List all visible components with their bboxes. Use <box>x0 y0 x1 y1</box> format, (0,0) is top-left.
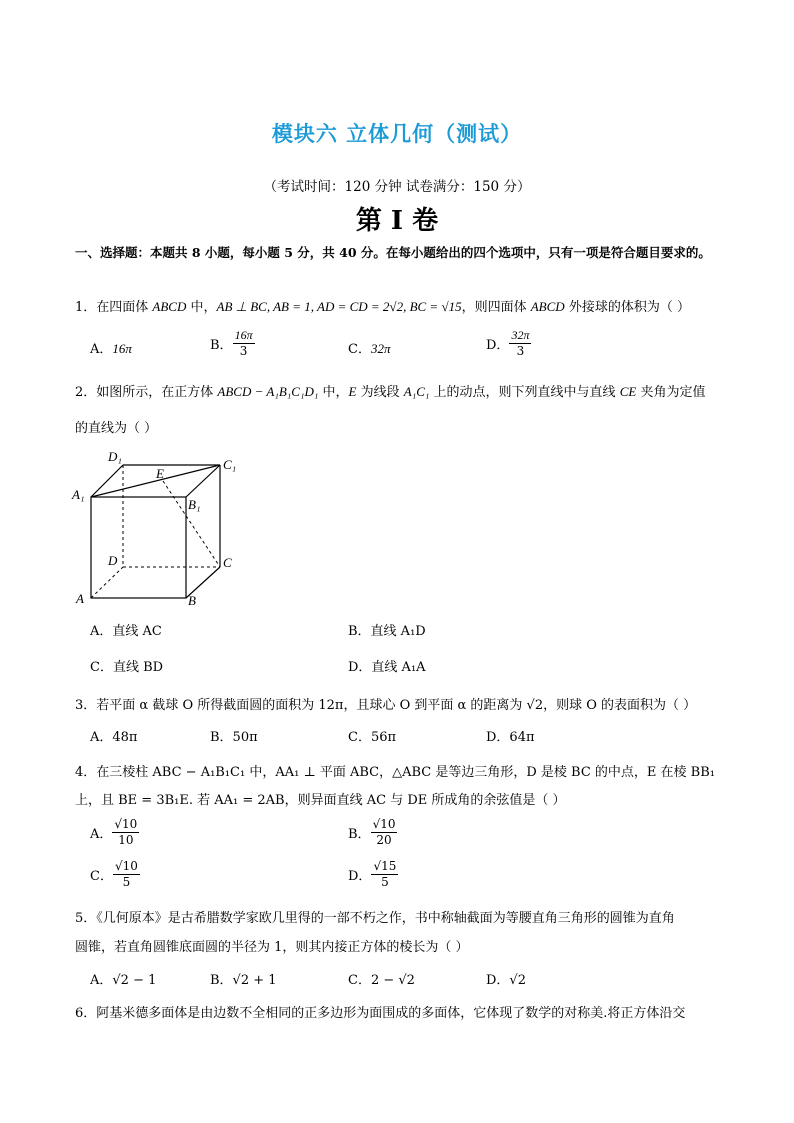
question-3-stem: 3．若平面 α 截球 O 所得截面圆的面积为 12π，且球心 O 到平面 α 的距离为 √2，则球 O 的表面积为（ ） <box>75 698 697 713</box>
question-5-option-d[interactable]: D．√2 <box>486 973 526 988</box>
question-1-condition: AB ⊥ BC, AB = 1, AD = CD = 2√2, BC = √15 <box>216 299 462 314</box>
question-4-stem-line2: 上，且 BE = 3B₁E. 若 AA₁ = 2AB，则异面直线 AC 与 DE 所成角的余弦值是（ ） <box>75 793 566 808</box>
question-2-option-c[interactable]: C．直线 BD <box>90 660 164 675</box>
question-5-stem-line2: 圆锥，若直角圆锥底面圆的半径为 1，则其内接正方体的棱长为（ ） <box>75 940 469 955</box>
question-2-option-b[interactable]: B．直线 A₁D <box>348 624 426 639</box>
exam-info: （考试时间：120 分钟 试卷满分：150 分） <box>263 179 531 195</box>
question-3-option-b[interactable]: B．50π <box>210 730 258 745</box>
question-2-option-a[interactable]: A．直线 AC <box>90 624 162 639</box>
label-D1: D₁ <box>108 449 122 464</box>
label-A: A <box>76 591 84 606</box>
question-3-option-d[interactable]: D．64π <box>486 730 535 745</box>
cube-figure <box>70 445 245 610</box>
question-3-option-c[interactable]: C．56π <box>348 730 397 745</box>
volume-heading: 第 I 卷 <box>355 206 439 236</box>
question-4-option-a[interactable]: A． $\frac{√10}{10}$ <box>90 817 138 847</box>
section-instructions: 一、选择题：本题共 8 小题，每小题 5 分，共 40 分。在每小题给出的四个选项中，只有一项是符合题目要求的。 <box>75 245 711 260</box>
question-4-stem-line1: 4．在三棱柱 ABC − A₁B₁C₁ 中，AA₁ ⊥ 平面 ABC，△ABC 是等边三角形，D 是棱 BC 的中点，E 在棱 BB₁ <box>75 765 715 780</box>
label-C1: C₁ <box>223 457 237 472</box>
question-1-option-c[interactable]: C．32π <box>348 341 391 357</box>
question-1-option-b[interactable]: B． $\frac{16\pi}{3}$ <box>210 328 253 358</box>
question-5-option-a[interactable]: A．√2 − 1 <box>90 973 157 988</box>
question-3-option-a[interactable]: A．48π <box>90 730 138 745</box>
question-4-option-d[interactable]: D． $\frac{√15}{5}$ <box>348 859 397 889</box>
label-D: D <box>108 553 118 568</box>
page-title: 模块六 立体几何（测试） <box>271 122 523 146</box>
question-5-option-b[interactable]: B．√2 + 1 <box>210 973 277 988</box>
question-1-option-a[interactable]: A．16π <box>90 341 132 357</box>
cube-front-face <box>91 497 186 598</box>
question-4-option-b[interactable]: B． $\frac{√10}{20}$ <box>348 817 396 847</box>
question-6-stem-line1: 6．阿基米德多面体是由边数不全相同的正多边形为面围成的多面体，它体现了数学的对称美.将正方体沿交 <box>75 1006 686 1021</box>
question-2-stem-line2: 的直线为（ ） <box>75 421 158 436</box>
question-1-option-d[interactable]: D． $\frac{32\pi}{3}$ <box>486 328 530 358</box>
question-2-option-d[interactable]: D．直线 A₁A <box>348 660 426 675</box>
label-A1: A₁ <box>72 487 85 502</box>
question-5-stem-line1: 5．《几何原本》是古希腊数学家欧几里得的一部不朽之作，书中称轴截面为等腰直角三角形的圆锥为直角 <box>75 911 675 926</box>
question-1-stem: 1．在四面体 ABCD 中，AB ⊥ BC, AB = 1, AD = CD = 2√2, BC = √15，则四面体 ABCD 外接球的体积为（ ） <box>75 299 690 315</box>
label-E: E <box>156 466 164 481</box>
question-4-option-c[interactable]: C． $\frac{√10}{5}$ <box>90 859 138 889</box>
label-B: B <box>188 593 196 608</box>
label-B1: B₁ <box>188 497 201 512</box>
question-2-stem-line1: 2．如图所示，在正方体 ABCD − A₁B₁C₁D₁ 中，E 为线段 A₁C₁ 上的动点，则下列直线中与直线 CE 夹角为定值 <box>75 384 706 400</box>
label-C: C <box>223 555 232 570</box>
question-5-option-c[interactable]: C．2 − √2 <box>348 973 415 988</box>
